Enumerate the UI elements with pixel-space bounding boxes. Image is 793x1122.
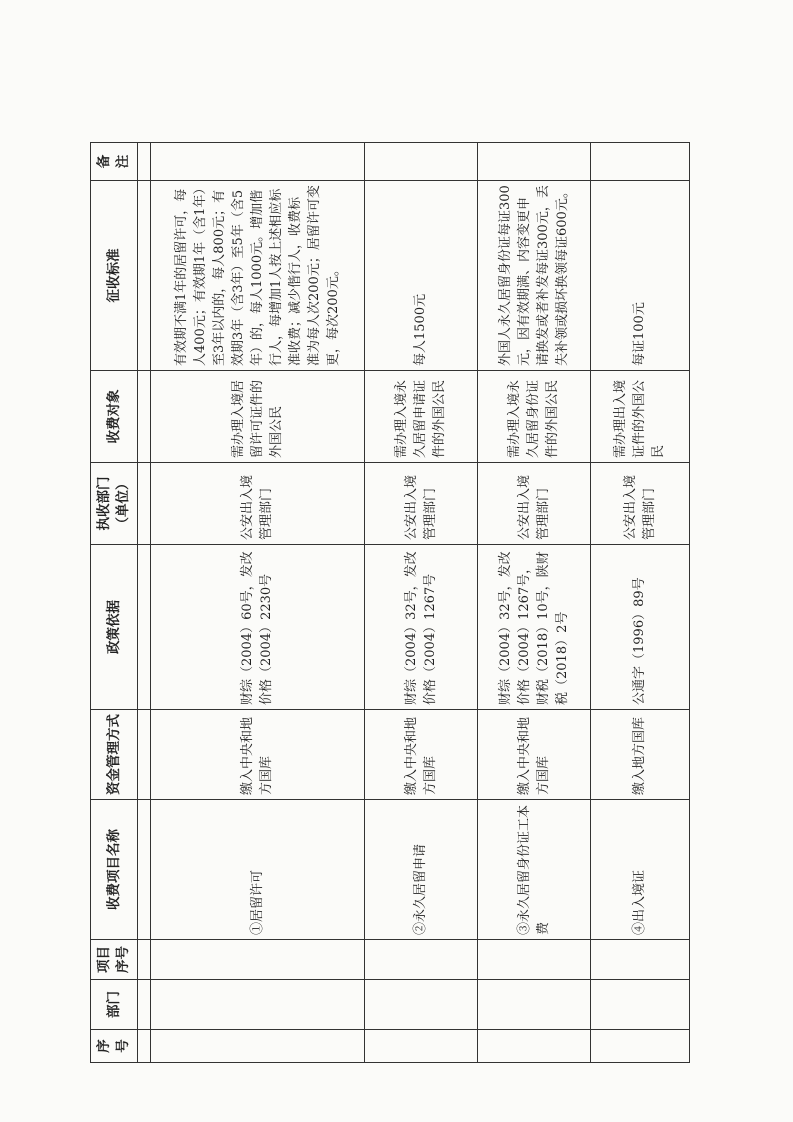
- cell-remark: [590, 143, 689, 181]
- cell-name: ②永久居留申请: [364, 800, 477, 940]
- cell-standard: 外国人永久居留身份证每证300元，因有效期满、内容变更申请换发或者补发每证300元，丢失补领或损坏换领每证600元。: [477, 181, 590, 371]
- cell-item-seq: [150, 940, 364, 980]
- cell-name: ④出入境证: [590, 800, 689, 940]
- header-item-seq: 项目序号: [91, 940, 138, 980]
- cell-unit: 公安出入境管理部门: [590, 463, 689, 545]
- cell-policy: 财综（2004）32号，发改价格（2004）1267号，财税（2018）10号，陕财税（2018）2号: [477, 545, 590, 710]
- cell-unit: 公安出入境管理部门: [150, 463, 364, 545]
- cell-seq: [150, 1030, 364, 1063]
- cell-target: 需办理入境永久居留身份证件的外国公民: [477, 371, 590, 463]
- header-target: 收费对象: [91, 371, 138, 463]
- blank-row: [138, 143, 151, 1063]
- cell-name: ③永久居留身份证工本费: [477, 800, 590, 940]
- cell-remark: [477, 143, 590, 181]
- header-name: 收费项目名称: [91, 800, 138, 940]
- cell-remark: [364, 143, 477, 181]
- cell-dept: [477, 980, 590, 1030]
- cell-fund: 缴入中央和地方国库: [364, 710, 477, 800]
- table-header-row: [91, 143, 138, 1063]
- rotated-sheet: [90, 143, 690, 1063]
- cell-fund: 缴入中央和地方国库: [150, 710, 364, 800]
- header-dept: 部门: [91, 980, 138, 1030]
- cell-seq: [477, 1030, 590, 1063]
- table-row: [364, 143, 477, 1063]
- cell-seq: [364, 1030, 477, 1063]
- table-row: [477, 143, 590, 1063]
- cell-fund: 缴入中央和地方国库: [477, 710, 590, 800]
- cell-dept: [364, 980, 477, 1030]
- table-row: [590, 143, 689, 1063]
- header-policy: 政策依据: [91, 545, 138, 710]
- header-remark: 备 注: [91, 143, 138, 181]
- cell-item-seq: [477, 940, 590, 980]
- header-fund: 资金管理方式: [91, 710, 138, 800]
- cell-item-seq: [590, 940, 689, 980]
- cell-standard: 每人1500元: [364, 181, 477, 371]
- cell-unit: 公安出入境管理部门: [364, 463, 477, 545]
- cell-seq: [590, 1030, 689, 1063]
- header-seq: 序号: [91, 1030, 138, 1063]
- cell-target: 需办理入境永久居留申请证件的外国公民: [364, 371, 477, 463]
- cell-fund: 缴入地方国库: [590, 710, 689, 800]
- cell-remark: [150, 143, 364, 181]
- cell-name: ①居留许可: [150, 800, 364, 940]
- cell-unit: 公安出入境管理部门: [477, 463, 590, 545]
- table-row: [150, 143, 364, 1063]
- cell-target: 需办理入境居留许可证件的外国公民: [150, 371, 364, 463]
- header-standard: 征收标准: [91, 181, 138, 371]
- fee-table: [90, 142, 690, 1063]
- cell-policy: 财综（2004）60号，发改价格（2004）2230号: [150, 545, 364, 710]
- cell-dept: [590, 980, 689, 1030]
- cell-policy: 公通字（1996）89号: [590, 545, 689, 710]
- cell-dept: [150, 980, 364, 1030]
- cell-item-seq: [364, 940, 477, 980]
- cell-policy: 财综（2004）32号，发改价格（2004）1267号: [364, 545, 477, 710]
- cell-target: 需办理出入境证件的外国公民: [590, 371, 689, 463]
- cell-standard: 每证100元: [590, 181, 689, 371]
- cell-standard: 有效期不满1年的居留许可，每人400元；有效期1年（含1年）至3年以内的，每人800元；有效期3年（含3年）至5年（含5年）的，每人1000元。增加偕行人，每增加1人按上述相应标准收费；减少偕行人，收费标准为每人次200元；居留许可变更，每次200元。: [150, 181, 364, 371]
- header-unit: 执收部门（单位）: [91, 463, 138, 545]
